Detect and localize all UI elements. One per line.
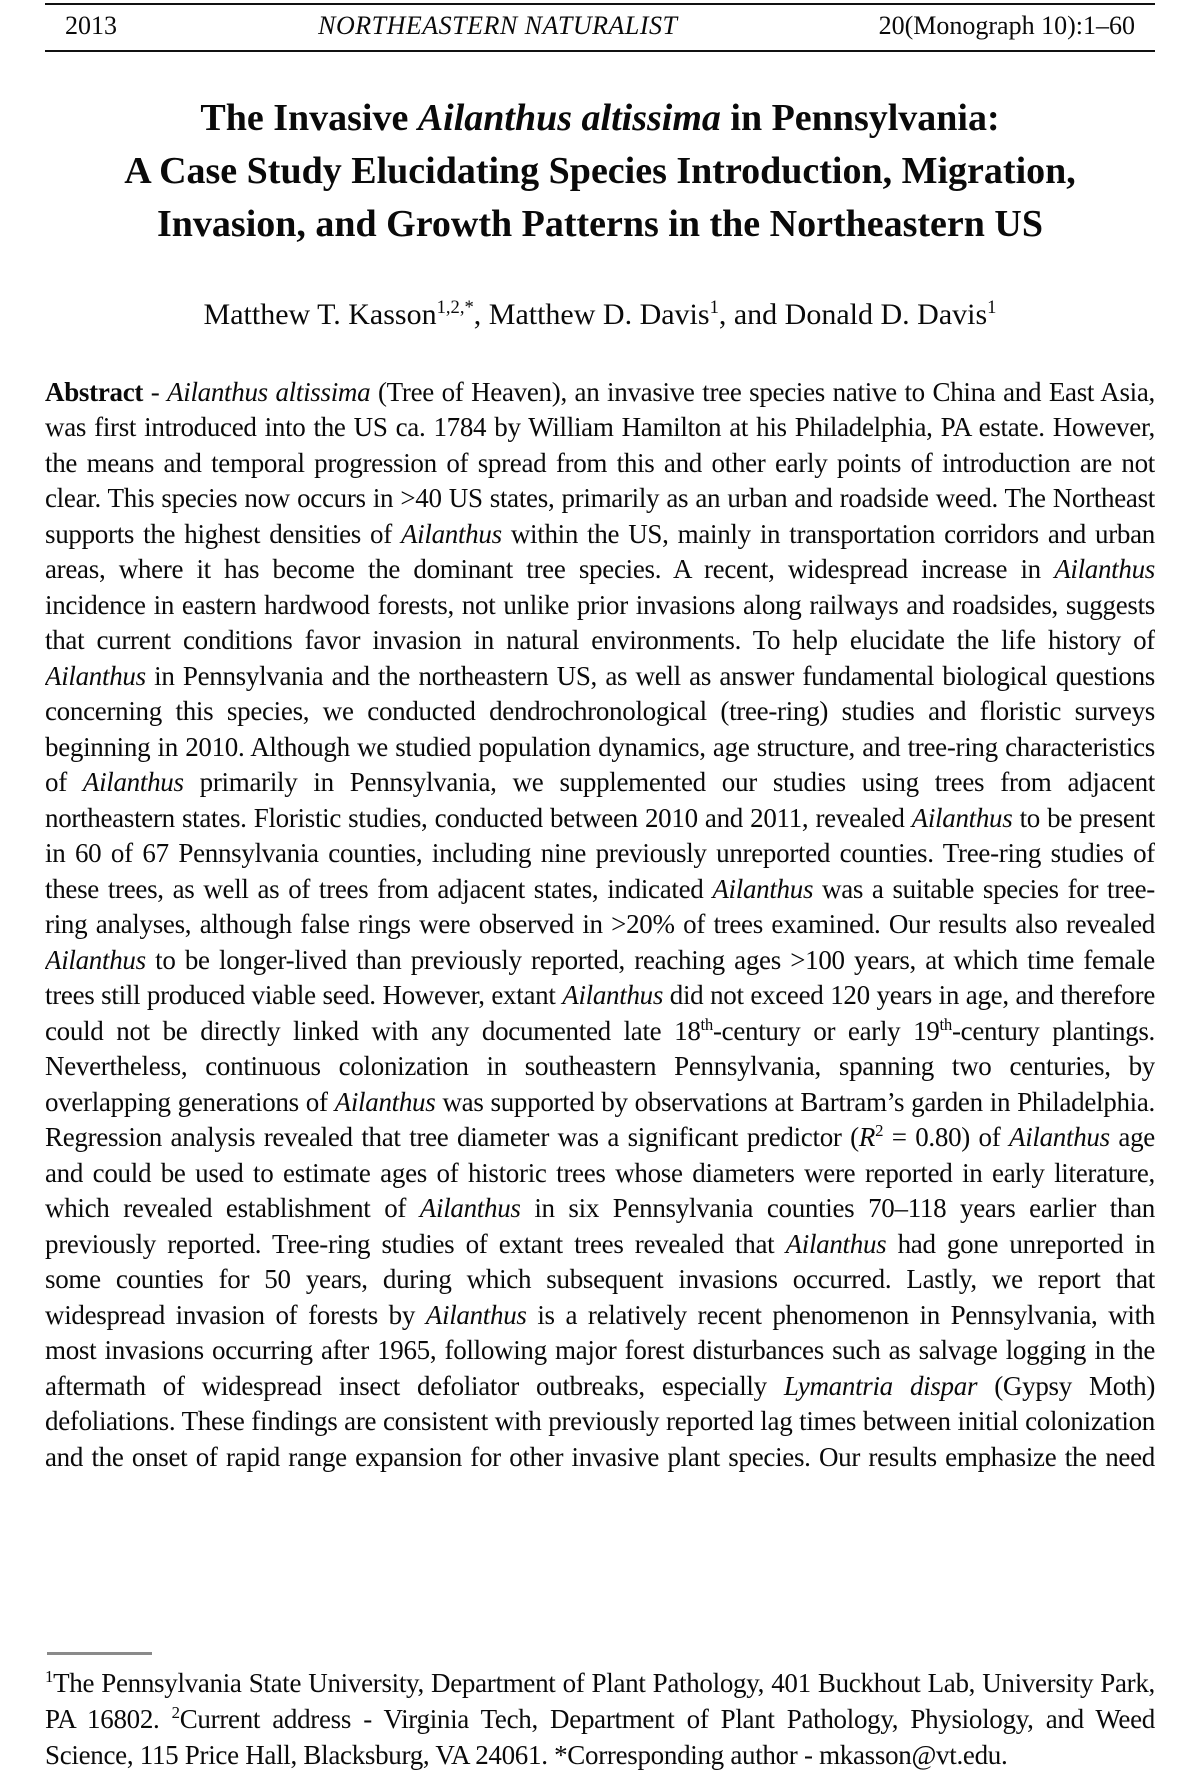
abstract-paragraph: Abstract - Ailanthus altissima (Tree of Heaven), an invasive tree species native to China and East Asia, was first introduced into the US ca. 1784 by William Hamilton at his Philadelphia, PA estate. However, the means and temporal progression of spread from this and other early points of introduction are not clear. This species now occurs in >40 US states, primarily as an urban and roadside weed. The Northeast supports the highest densities of Ailanthus within the US, mainly in transportation corridors and urban areas, where it has become the dominant tree species. A recent, widespread increase in Ailanthus incidence in eastern hardwood forests, not unlike prior invasions along railways and roadsides, suggests that current conditions favor invasion in natural environments. To help elucidate the life history of Ailanthus in Pennsylvania and the northeastern US, as well as answer fundamental biological questions concerning this species, we conducted dendrochronological (tree-ring) studies and floristic surveys beginning in 2010. Although we studied population dynamics, age structure, and tree-ring characteristics of Ailanthus primarily in Pennsylvania, we supplemented our studies using trees from adjacent northeastern states. Floristic studies, conducted between 2010 and 2011, revealed Ailanthus to be present in 60 of 67 Pennsylvania counties, including nine previously unreported counties. Tree-ring studies of these trees, as well as of trees from adjacent states, indicated Ailanthus was a suitable species for tree-ring analyses, although false rings were observed in >20% of trees examined. Our results also revealed Ailanthus to be longer-lived than previously reported, reaching ages >100 years, at which time female trees still produced viable seed. However, extant Ailanthus did not exceed 120 years in age, and therefore could not be directly linked with any documented late 18th-century or early 19th-century plantings. Nevertheless, continuous colonization in southeastern Pennsylvania, spanning two centuries, by overlapping generations of Ailanthus was supported by observations at Bartram’s garden in Philadelphia. Regression analysis revealed that tree diameter was a significant predictor $(R^2 = 0.80)$ of Ailanthus age and could be used to estimate ages of historic trees whose diameters were reported in early literature, which revealed establishment of Ailanthus in six Pennsylvania counties 70–118 years earlier than previously reported. Tree-ring studies of extant trees revealed that Ailanthus had gone unreported in some counties for 50 years, during which subsequent invasions occurred. Lastly, we report that widespread invasion of forests by Ailanthus is a relatively recent phenomenon in Pennsylvania, with most invasions occurring after 1965, following major forest disturbances such as salvage logging in the aftermath of widespread insect defoliator outbreaks, especially Lymantria dispar (Gypsy Moth) defoliations. These findings are consistent with previously reported lag times between initial colonization and the onset of rapid range expansion for other invasive plant species. Our results emphasize the need xyxy=(45,376,1155,1472)
article-title-line-2: A Case Study Elucidating Species Introduction, Migration, xyxy=(124,149,1076,192)
footnote-text: $^1$The Pennsylvania State University, Department of Plant Pathology, 401 Buckhout Lab, University Park, PA 16802. $^2$Current address - Virginia Tech, Department of Plant Pathology, Physiology, and Weed Science, 115 Price Hall, Blacksburg, VA 24061. *Corresponding author - mkasson@vt.edu. xyxy=(45,1667,1156,1770)
header-journal-name: NORTHEASTERN NATURALIST xyxy=(318,11,678,40)
article-title-line-3: Invasion, and Growth Patterns in the Northeastern US xyxy=(156,202,1043,245)
header-citation: 20(Monograph 10):1–60 xyxy=(878,11,1135,40)
footnote-divider xyxy=(47,1652,152,1655)
article-title xyxy=(45,92,1155,251)
footnote-block xyxy=(45,1642,1155,1773)
authors-line: Matthew T. Kasson$^{1,2,*}$, Matthew D. Davis$^1$, and Donald D. Davis$^1$ xyxy=(203,296,997,331)
running-head xyxy=(45,3,1155,52)
header-year: 2013 xyxy=(65,11,117,40)
article-title-line-1: The Invasive Ailanthus altissima in Pennsylvania: xyxy=(200,96,1000,139)
